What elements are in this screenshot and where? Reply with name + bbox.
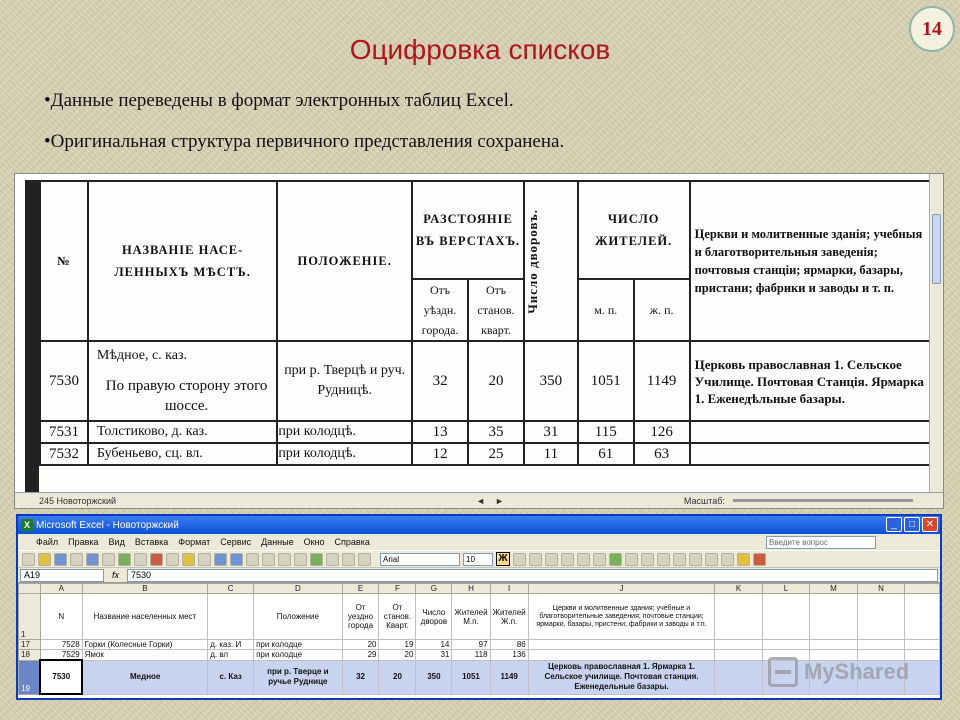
table-row bbox=[19, 594, 940, 640]
cell[interactable]: 20 bbox=[342, 640, 379, 650]
cell[interactable] bbox=[810, 640, 858, 650]
cell[interactable] bbox=[715, 594, 763, 640]
column-header-row bbox=[19, 584, 940, 594]
new-icon[interactable] bbox=[22, 553, 35, 566]
cell[interactable]: От уездно города bbox=[342, 594, 379, 640]
sort-desc-icon[interactable] bbox=[294, 553, 307, 566]
scan-cell: 7531 bbox=[40, 421, 88, 443]
scan-cell: 11 bbox=[524, 443, 578, 465]
cell[interactable]: 1051 bbox=[452, 660, 490, 694]
column-header[interactable]: M bbox=[810, 584, 858, 594]
increase-decimal-icon[interactable] bbox=[657, 553, 670, 566]
scan-header-male: м. п. bbox=[578, 279, 634, 341]
scan-cell: 35 bbox=[468, 421, 524, 443]
scan-row bbox=[40, 341, 930, 421]
font-color-icon[interactable] bbox=[753, 553, 766, 566]
cell[interactable]: 31 bbox=[416, 650, 452, 661]
watermark-text: MyShared bbox=[804, 659, 910, 684]
zoom-icon[interactable] bbox=[342, 553, 355, 566]
scan-cell: 25 bbox=[468, 443, 524, 465]
scan-header-inhabitants: ЧИСЛО ЖИТЕЛЕЙ. bbox=[578, 181, 690, 279]
watermark-logo-icon bbox=[768, 657, 798, 687]
excel-window-title: Microsoft Excel - Новоторжский bbox=[36, 519, 179, 531]
scan-cell: 13 bbox=[412, 421, 468, 443]
scan-header-dist-stan: Отъ станов. кварт. bbox=[468, 279, 524, 341]
cell[interactable]: при р. Тверце и ручье Руднице bbox=[254, 660, 343, 694]
column-header[interactable]: I bbox=[490, 584, 528, 594]
scroll-thumb[interactable] bbox=[932, 214, 941, 284]
underline-icon[interactable] bbox=[529, 553, 542, 566]
scan-header-distance: РАЗСТОЯНІЕ ВЪ ВЕРСТАХЪ. bbox=[412, 181, 524, 279]
column-header[interactable]: N bbox=[857, 584, 905, 594]
scan-row bbox=[40, 443, 930, 465]
menu-item-file[interactable]: Файл bbox=[36, 537, 59, 547]
cell[interactable]: с. Каз bbox=[208, 660, 254, 694]
fx-icon[interactable]: fx bbox=[112, 570, 120, 580]
excel-menu-bar bbox=[18, 534, 940, 550]
decrease-indent-icon[interactable] bbox=[689, 553, 702, 566]
scan-cell bbox=[88, 341, 277, 421]
font-name-select[interactable]: Arial bbox=[380, 553, 460, 566]
cell[interactable] bbox=[715, 660, 763, 694]
cell[interactable]: 19 bbox=[379, 640, 416, 650]
print-icon[interactable] bbox=[86, 553, 99, 566]
scan-zoom-label: Масштаб: bbox=[683, 495, 725, 506]
cell[interactable]: 136 bbox=[490, 650, 528, 661]
bullet-list bbox=[44, 88, 914, 170]
research-icon[interactable] bbox=[134, 553, 147, 566]
scan-header-yards-text: Число дворовъ. bbox=[524, 208, 540, 314]
undo-icon[interactable] bbox=[214, 553, 227, 566]
percent-icon[interactable] bbox=[625, 553, 638, 566]
italic-icon[interactable] bbox=[513, 553, 526, 566]
cell[interactable]: 7528 bbox=[40, 640, 82, 650]
maximize-button[interactable]: □ bbox=[904, 517, 920, 532]
scan-cell: 61 bbox=[578, 443, 634, 465]
cell[interactable]: Ямок bbox=[82, 650, 208, 661]
scan-cell: 63 bbox=[634, 443, 690, 465]
scan-status-page: 245 Новоторжский bbox=[39, 495, 117, 506]
scan-vertical-scrollbar[interactable] bbox=[929, 174, 943, 494]
cell[interactable]: 29 bbox=[342, 650, 379, 661]
paste-icon[interactable] bbox=[182, 553, 195, 566]
row-header[interactable]: 19 bbox=[19, 660, 41, 694]
align-right-icon[interactable] bbox=[577, 553, 590, 566]
bold-button[interactable]: Ж bbox=[496, 552, 510, 566]
comma-style-icon[interactable] bbox=[641, 553, 654, 566]
column-header[interactable]: J bbox=[528, 584, 714, 594]
cell[interactable]: 32 bbox=[342, 660, 379, 694]
cell[interactable]: Горки (Колесные Горки) bbox=[82, 640, 208, 650]
cell[interactable]: Церкви и молитвенные здания; учебные и благотворительные заведения; почтовые станции; ярмарки, базары, пристени; фабрики и заводы и т.п. bbox=[528, 594, 714, 640]
borders-icon[interactable] bbox=[721, 553, 734, 566]
cell[interactable]: Церковь православная 1. Ярмарка 1. Сельское училище. Почтовая станция. Еженедельные базары. bbox=[528, 660, 714, 694]
scan-cell: 20 bbox=[468, 341, 524, 421]
align-left-icon[interactable] bbox=[545, 553, 558, 566]
cell[interactable]: От станов. Кварт. bbox=[379, 594, 416, 640]
column-header[interactable]: L bbox=[762, 584, 810, 594]
scan-header-notes: Церкви и молитвенные зданія; учебныя и благотворительныя заведенія; почтовыя станціи; ярмарки, базары, пристани; фабрики и заводы и т. п. bbox=[690, 181, 930, 341]
cell[interactable] bbox=[715, 650, 763, 661]
scanned-document-viewer[interactable] bbox=[14, 173, 944, 509]
cell[interactable] bbox=[810, 594, 858, 640]
cell[interactable] bbox=[857, 640, 905, 650]
scanned-page bbox=[25, 180, 930, 492]
help-icon[interactable] bbox=[358, 553, 371, 566]
scan-nav-prev-icon[interactable]: ◄ bbox=[476, 495, 485, 506]
bullet-item: •Данные переведены в формат электронных таблиц Excel. bbox=[44, 90, 514, 111]
row-header[interactable]: 18 bbox=[19, 650, 41, 661]
scan-header-female: ж. п. bbox=[634, 279, 690, 341]
menu-item-tools[interactable]: Сервис bbox=[220, 537, 252, 547]
cell[interactable]: 86 bbox=[490, 640, 528, 650]
name-box[interactable]: A19 bbox=[20, 569, 104, 582]
scan-cell: 350 bbox=[524, 341, 578, 421]
column-header[interactable]: A bbox=[40, 584, 82, 594]
copy-icon[interactable] bbox=[166, 553, 179, 566]
scan-cell: 7530 bbox=[40, 341, 88, 421]
column-header[interactable]: K bbox=[715, 584, 763, 594]
scan-header-yards bbox=[524, 181, 578, 341]
scan-cell: при р. Тверцѣ и руч. Рудницѣ. bbox=[277, 341, 412, 421]
scan-header-name: НАЗВАНІЕ НАСЕ-ЛЕННЫХЪ МѢСТЪ. bbox=[88, 181, 277, 341]
cell-selected[interactable]: 7530 bbox=[40, 660, 82, 694]
cell[interactable]: 118 bbox=[452, 650, 490, 661]
column-header[interactable]: C bbox=[208, 584, 254, 594]
cell[interactable]: д. вл bbox=[208, 650, 254, 661]
cell[interactable]: Жителей Ж.п. bbox=[490, 594, 528, 640]
align-center-icon[interactable] bbox=[561, 553, 574, 566]
cell[interactable]: д. каз. И bbox=[208, 640, 254, 650]
scan-cell: при колодцѣ. bbox=[277, 421, 412, 443]
scan-cell: Толстиково, д. каз. bbox=[88, 421, 277, 443]
save-icon[interactable] bbox=[54, 553, 67, 566]
cell[interactable]: при колодце bbox=[254, 650, 343, 661]
column-header[interactable]: B bbox=[82, 584, 208, 594]
scan-nav-next-icon[interactable]: ► bbox=[494, 495, 504, 506]
decrease-decimal-icon[interactable] bbox=[673, 553, 686, 566]
scan-header-no: № bbox=[40, 181, 88, 341]
minimize-button[interactable]: _ bbox=[886, 517, 902, 532]
scan-cell-subheading: По правую сторону этого шоссе. bbox=[105, 378, 268, 414]
format-painter-icon[interactable] bbox=[198, 553, 211, 566]
drawing-icon[interactable] bbox=[326, 553, 339, 566]
menu-item-window[interactable]: Окно bbox=[303, 537, 325, 547]
menu-item-insert[interactable]: Вставка bbox=[134, 537, 169, 547]
scan-cell: 31 bbox=[524, 421, 578, 443]
ask-question-input[interactable]: Введите вопрос bbox=[766, 536, 876, 549]
watermark bbox=[768, 657, 909, 687]
close-button[interactable]: ✕ bbox=[922, 517, 938, 532]
row-header[interactable]: 17 bbox=[19, 640, 41, 650]
redo-icon[interactable] bbox=[230, 553, 243, 566]
menu-item-edit[interactable]: Правка bbox=[68, 537, 99, 547]
preview-icon[interactable] bbox=[102, 553, 115, 566]
scan-cell: Церковь православная 1. Сельское Училище. Почтовая Станція. Ярмарка 1. Еженедѣльные базары. bbox=[690, 341, 930, 421]
cell[interactable]: Жителей М.п. bbox=[452, 594, 490, 640]
scan-header-position: ПОЛОЖЕНІЕ. bbox=[277, 181, 412, 341]
column-header[interactable]: E bbox=[342, 584, 379, 594]
spelling-icon[interactable] bbox=[118, 553, 131, 566]
scan-row bbox=[40, 421, 930, 443]
merge-center-icon[interactable] bbox=[593, 553, 606, 566]
sort-asc-icon[interactable] bbox=[278, 553, 291, 566]
slide-number-badge: 14 bbox=[909, 6, 955, 52]
open-icon[interactable] bbox=[38, 553, 51, 566]
row-header[interactable]: 1 bbox=[19, 594, 41, 640]
menu-item-format[interactable]: Формат bbox=[178, 537, 211, 547]
excel-app-icon: X bbox=[21, 519, 33, 531]
scan-cell: Бубеньево, сц. вл. bbox=[88, 443, 277, 465]
scan-cell: 12 bbox=[412, 443, 468, 465]
formula-input[interactable]: 7530 bbox=[127, 569, 938, 582]
scan-status-bar bbox=[15, 492, 943, 508]
scan-cell-name: Мѣдное, с. каз. bbox=[96, 348, 188, 363]
slide-title: Оцифровка списков bbox=[349, 34, 611, 65]
cell[interactable] bbox=[762, 640, 810, 650]
scan-cell: 7532 bbox=[40, 443, 88, 465]
cell[interactable]: 97 bbox=[452, 640, 490, 650]
scan-cell: 126 bbox=[634, 421, 690, 443]
font-size-select[interactable]: 10 bbox=[463, 553, 493, 566]
cell[interactable] bbox=[857, 594, 905, 640]
cell[interactable]: 7529 bbox=[40, 650, 82, 661]
fill-color-icon[interactable] bbox=[737, 553, 750, 566]
scan-cell: 115 bbox=[578, 421, 634, 443]
scanned-table bbox=[39, 180, 930, 466]
autosum-icon[interactable] bbox=[262, 553, 275, 566]
cell[interactable]: 20 bbox=[379, 660, 416, 694]
column-header[interactable]: D bbox=[254, 584, 343, 594]
cell[interactable]: 20 bbox=[379, 650, 416, 661]
cell[interactable]: Положение bbox=[254, 594, 343, 640]
cell[interactable] bbox=[715, 640, 763, 650]
currency-icon[interactable] bbox=[609, 553, 622, 566]
scan-cell: 1051 bbox=[578, 341, 634, 421]
cell[interactable]: N bbox=[40, 594, 82, 640]
cell[interactable] bbox=[528, 650, 714, 661]
cell[interactable]: 1149 bbox=[490, 660, 528, 694]
scan-cell: 32 bbox=[412, 341, 468, 421]
column-header[interactable]: F bbox=[379, 584, 416, 594]
scan-cell bbox=[690, 421, 930, 443]
scan-cell: 1149 bbox=[634, 341, 690, 421]
cell[interactable] bbox=[528, 640, 714, 650]
cell[interactable]: 350 bbox=[416, 660, 452, 694]
scan-zoom-slider[interactable] bbox=[733, 499, 913, 502]
scan-cell: при колодцѣ. bbox=[277, 443, 412, 465]
cut-icon[interactable] bbox=[150, 553, 163, 566]
cell[interactable]: Медное bbox=[82, 660, 208, 694]
select-all-corner[interactable] bbox=[19, 584, 41, 594]
cell[interactable]: 14 bbox=[416, 640, 452, 650]
menu-item-view[interactable]: Вид bbox=[108, 537, 125, 547]
column-header[interactable]: G bbox=[416, 584, 452, 594]
excel-title-bar[interactable] bbox=[18, 516, 940, 534]
column-header[interactable]: H bbox=[452, 584, 490, 594]
cell[interactable]: при колодце bbox=[254, 640, 343, 650]
menu-item-help[interactable]: Справка bbox=[334, 537, 370, 547]
cell[interactable] bbox=[762, 594, 810, 640]
permission-icon[interactable] bbox=[70, 553, 83, 566]
menu-item-data[interactable]: Данные bbox=[261, 537, 294, 547]
cell[interactable] bbox=[208, 594, 254, 640]
cell[interactable]: Название населенных мест bbox=[82, 594, 208, 640]
bullet-item: •Оригинальная структура первичного представления сохранена. bbox=[44, 131, 565, 152]
cell[interactable]: Число дворов bbox=[416, 594, 452, 640]
increase-indent-icon[interactable] bbox=[705, 553, 718, 566]
scan-cell bbox=[690, 443, 930, 465]
table-row bbox=[19, 640, 940, 650]
hyperlink-icon[interactable] bbox=[246, 553, 259, 566]
scan-header-dist-uezd: Отъ уѣздн. города. bbox=[412, 279, 468, 341]
chart-wizard-icon[interactable] bbox=[310, 553, 323, 566]
excel-toolbar bbox=[18, 550, 940, 568]
formula-bar bbox=[18, 568, 940, 583]
